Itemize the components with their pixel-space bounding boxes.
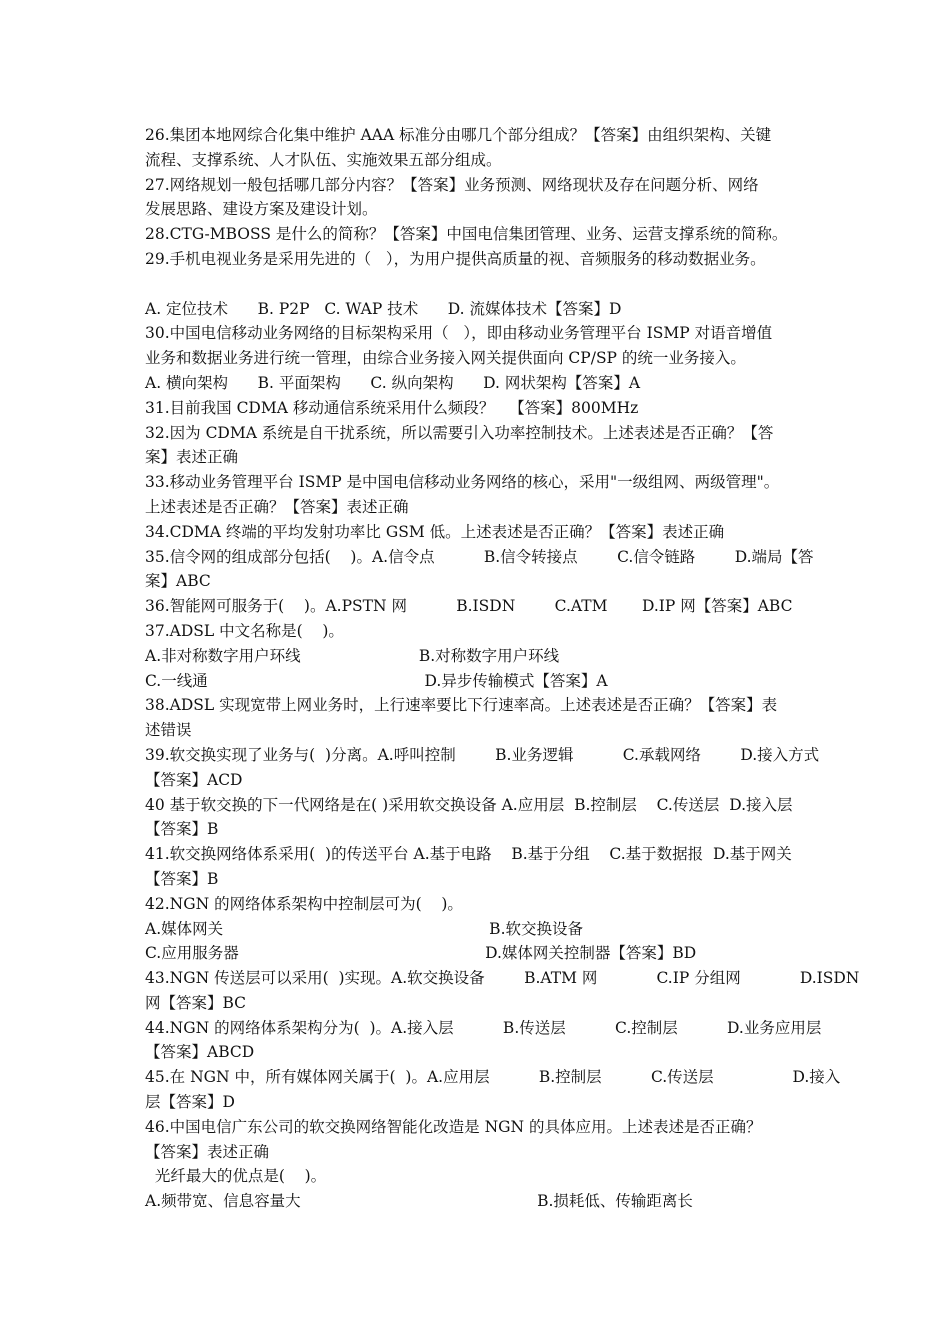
text-line: 【答案】B <box>145 820 219 839</box>
text-line: 层【答案】D <box>145 1093 235 1112</box>
text-line: 上述表述是否正确？【答案】表述正确 <box>145 497 409 516</box>
text-line: 流程、支撑系统、人才队伍、实施效果五部分组成。 <box>145 150 502 169</box>
text-line: 【答案】ABCD <box>145 1043 255 1062</box>
text-line: A. 定位技术 B. P2P C. WAP 技术 D. 流媒体技术【答案】D <box>145 299 622 318</box>
text-line: 35.信令网的组成部分包括( )。A.信令点 B.信令转接点 C.信令链路 D.端局【答 <box>145 547 814 566</box>
text-line: 44.NGN 的网络体系架构分为( )。A.接入层 B.传送层 C.控制层 D.业务应用层 <box>145 1018 822 1037</box>
text-line: 32.因为 CDMA 系统是自干扰系统，所以需要引入功率控制技术。上述表述是否正确？【答 <box>145 423 774 442</box>
text-line: 26.集团本地网综合化集中维护 AAA 标准分由哪几个部分组成？【答案】由组织架构、关键 <box>145 126 772 144</box>
blank-line <box>145 272 825 297</box>
text-line: 37.ADSL 中文名称是( )。 <box>145 621 344 640</box>
text-line: 36.智能网可服务于( )。A.PSTN 网 B.ISDN C.ATM D.IP 网【答案】ABC <box>145 597 793 616</box>
text-line: 30.中国电信移动业务网络的目标架构采用（ ），即由移动业务管理平台 ISMP 对语音增值 <box>145 324 773 343</box>
text-line: C.一线通 D.异步传输模式【答案】A <box>145 671 608 690</box>
text-line: A.频带宽、信息容量大 B.损耗低、传输距离长 <box>145 1192 693 1211</box>
text-line: 案】表述正确 <box>145 448 239 467</box>
text-line: 41.软交换网络体系采用( )的传送平台 A.基于电路 B.基于分组 C.基于数据报 D.基于网关 <box>145 845 792 864</box>
text-line: 案】ABC <box>145 572 211 591</box>
text-line: 网【答案】BC <box>145 993 247 1012</box>
text-line: 29.手机电视业务是采用先进的（ ），为用户提供高质量的视、音频服务的移动数据业务。 <box>145 249 766 268</box>
text-line: A. 横向架构 B. 平面架构 C. 纵向架构 D. 网状架构【答案】A <box>145 373 641 392</box>
text-line: 述错误 <box>145 721 192 740</box>
text-line: 【答案】ACD <box>145 770 243 789</box>
text-line: 【答案】B <box>145 869 219 888</box>
text-line: A.非对称数字用户环线 B.对称数字用户环线 <box>145 646 560 665</box>
text-line: 27.网络规划一般包括哪几部分内容？【答案】业务预测、网络现状及存在问题分析、网络 <box>145 175 759 194</box>
text-line: 34.CDMA 终端的平均发射功率比 GSM 低。上述表述是否正确？【答案】表述正确 <box>145 522 725 541</box>
text-line: 【答案】表述正确 <box>145 1142 270 1161</box>
text-line: 45.在 NGN 中，所有媒体网关属于( )。A.应用层 B.控制层 C.传送层 D.接入 <box>145 1068 841 1087</box>
text-line: 光纤最大的优点是( )。 <box>145 1167 327 1186</box>
document-body <box>145 123 860 1214</box>
text-line: A.媒体网关 B.软交换设备 <box>145 919 583 938</box>
text-line: 28.CTG-MBOSS 是什么的简称？【答案】中国电信集团管理、业务、运营支撑系统的简称。 <box>145 225 788 244</box>
text-line: 39.软交换实现了业务与( )分离。A.呼叫控制 B.业务逻辑 C.承载网络 D.接入方式 <box>145 745 820 764</box>
text-line: 46.中国电信广东公司的软交换网络智能化改造是 NGN 的具体应用。上述表述是否正确？ <box>145 1117 762 1136</box>
text-line: 33.移动业务管理平台 ISMP 是中国电信移动业务网络的核心，采用"一级组网、两级管理"。 <box>145 473 780 492</box>
text-line: 38.ADSL 实现宽带上网业务时，上行速率要比下行速率高。上述表述是否正确？【答案】表 <box>145 696 778 715</box>
text-line: 40 基于软交换的下一代网络是在( )采用软交换设备 A.应用层 B.控制层 C.传送层 D.接入层 <box>145 795 793 814</box>
text-line: C.应用服务器 D.媒体网关控制器【答案】BD <box>145 944 697 963</box>
text-line: 发展思路、建设方案及建设计划。 <box>145 200 378 219</box>
text-line: 31.目前我国 CDMA 移动通信系统采用什么频段？ 【答案】800MHz <box>145 398 639 417</box>
text-line: 42.NGN 的网络体系架构中控制层可为( )。 <box>145 894 463 913</box>
text-line: 43.NGN 传送层可以采用( )实现。A.软交换设备 B.ATM 网 C.IP 分组网 D.ISDN <box>145 969 860 988</box>
text-line: 业务和数据业务进行统一管理，由综合业务接入网关提供面向 CP/SP 的统一业务接入。 <box>145 349 746 368</box>
